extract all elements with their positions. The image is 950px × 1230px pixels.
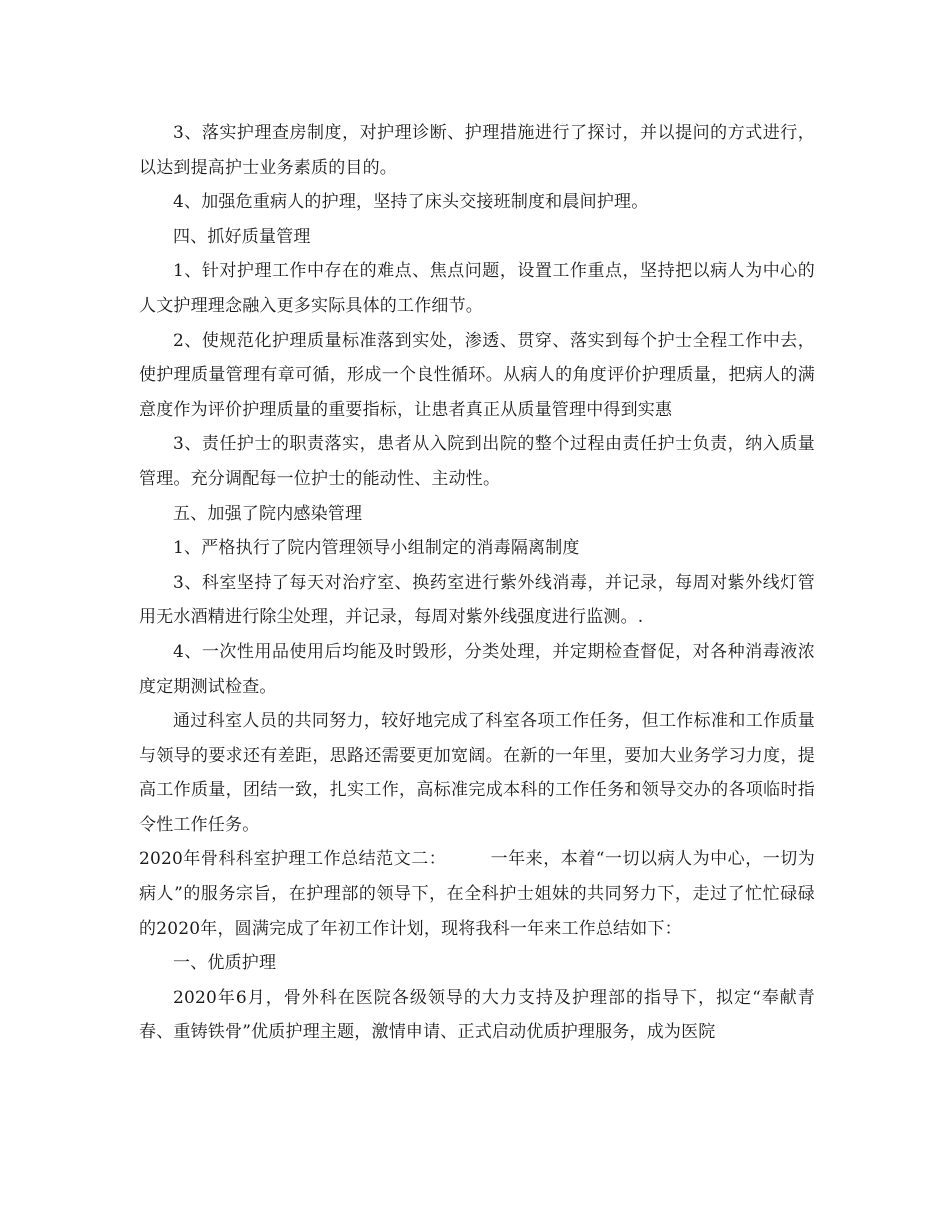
- heading-quality-management: 四、抓好质量管理: [173, 226, 311, 247]
- paragraph-june-2020: 2020年6月，骨外科在医院各级领导的大力支持及护理部的指导下，拟定“奉献青春、重铸铁骨”优质护理主题，激情申请、正式启动优质护理服务，成为医院: [139, 987, 815, 1043]
- section-title: 2020年骨科科室护理工作总结范文二：: [139, 849, 447, 870]
- paragraph-conclusion: 通过科室人员的共同努力，较好地完成了科室各项工作任务，但工作标准和工作质量与领导的要求还有差距，思路还需要更加宽阔。在新的一年里，要加大业务学习力度，提高工作质量，团结一致，扎实工作，高标准完成本科的工作任务和领导交办的各项临时指令性工作任务。: [139, 711, 815, 835]
- section-two-block: [139, 842, 815, 946]
- document-body: [139, 116, 815, 1050]
- section-intro: 一年来，本着“一切以病人为中心，一切为病人”的服务宗旨，在护理部的领导下，在全科护士姐妹的共同努力下，走过了忙忙碌碌的2020年，圆满完成了年初工作计划，现将我科一年来工作总结如下：: [139, 849, 815, 939]
- paragraph-1-key-points: 1、针对护理工作中存在的难点、焦点问题，设置工作重点，坚持把以病人为中心的人文护理理念融入更多实际具体的工作细节。: [139, 261, 815, 316]
- heading-infection-control: 五、加强了院内感染管理: [173, 503, 363, 524]
- paragraph-2-standards: 2、使规范化护理质量标准落到实处，渗透、贯穿、落实到每个护士全程工作中去，使护理质量管理有章可循，形成一个良性循环。从病人的角度评价护理质量，把病人的满意度作为评价护理质量的重要指标，让患者真正从质量管理中得到实惠: [139, 330, 815, 420]
- paragraph-4-disposables: 4、一次性用品使用后均能及时毁形，分类处理，并定期检查督促，对各种消毒液浓度定期测试检查。: [139, 641, 815, 697]
- paragraph-4-critical-care: 4、加强危重病人的护理，坚持了床头交接班制度和晨间护理。: [173, 192, 649, 213]
- heading-quality-care: 一、优质护理: [173, 953, 277, 974]
- paragraph-1-disinfection: 1、严格执行了院内管理领导小组制定的消毒隔离制度: [173, 538, 580, 559]
- paragraph-3-ultraviolet: 3、科室坚持了每天对治疗室、换药室进行紫外线消毒，并记录，每周对紫外线灯管用无水酒精进行除尘处理，并记录，每周对紫外线强度进行监测。.: [139, 572, 815, 628]
- paragraph-3-rounds: 3、落实护理查房制度，对护理诊断、护理措施进行了探讨，并以提问的方式进行，以达到提高护士业务素质的目的。: [139, 123, 815, 178]
- paragraph-3-responsibility: 3、责任护士的职责落实，患者从入院到出院的整个过程由责任护士负责，纳入质量管理。充分调配每一位护士的能动性、主动性。: [139, 434, 815, 489]
